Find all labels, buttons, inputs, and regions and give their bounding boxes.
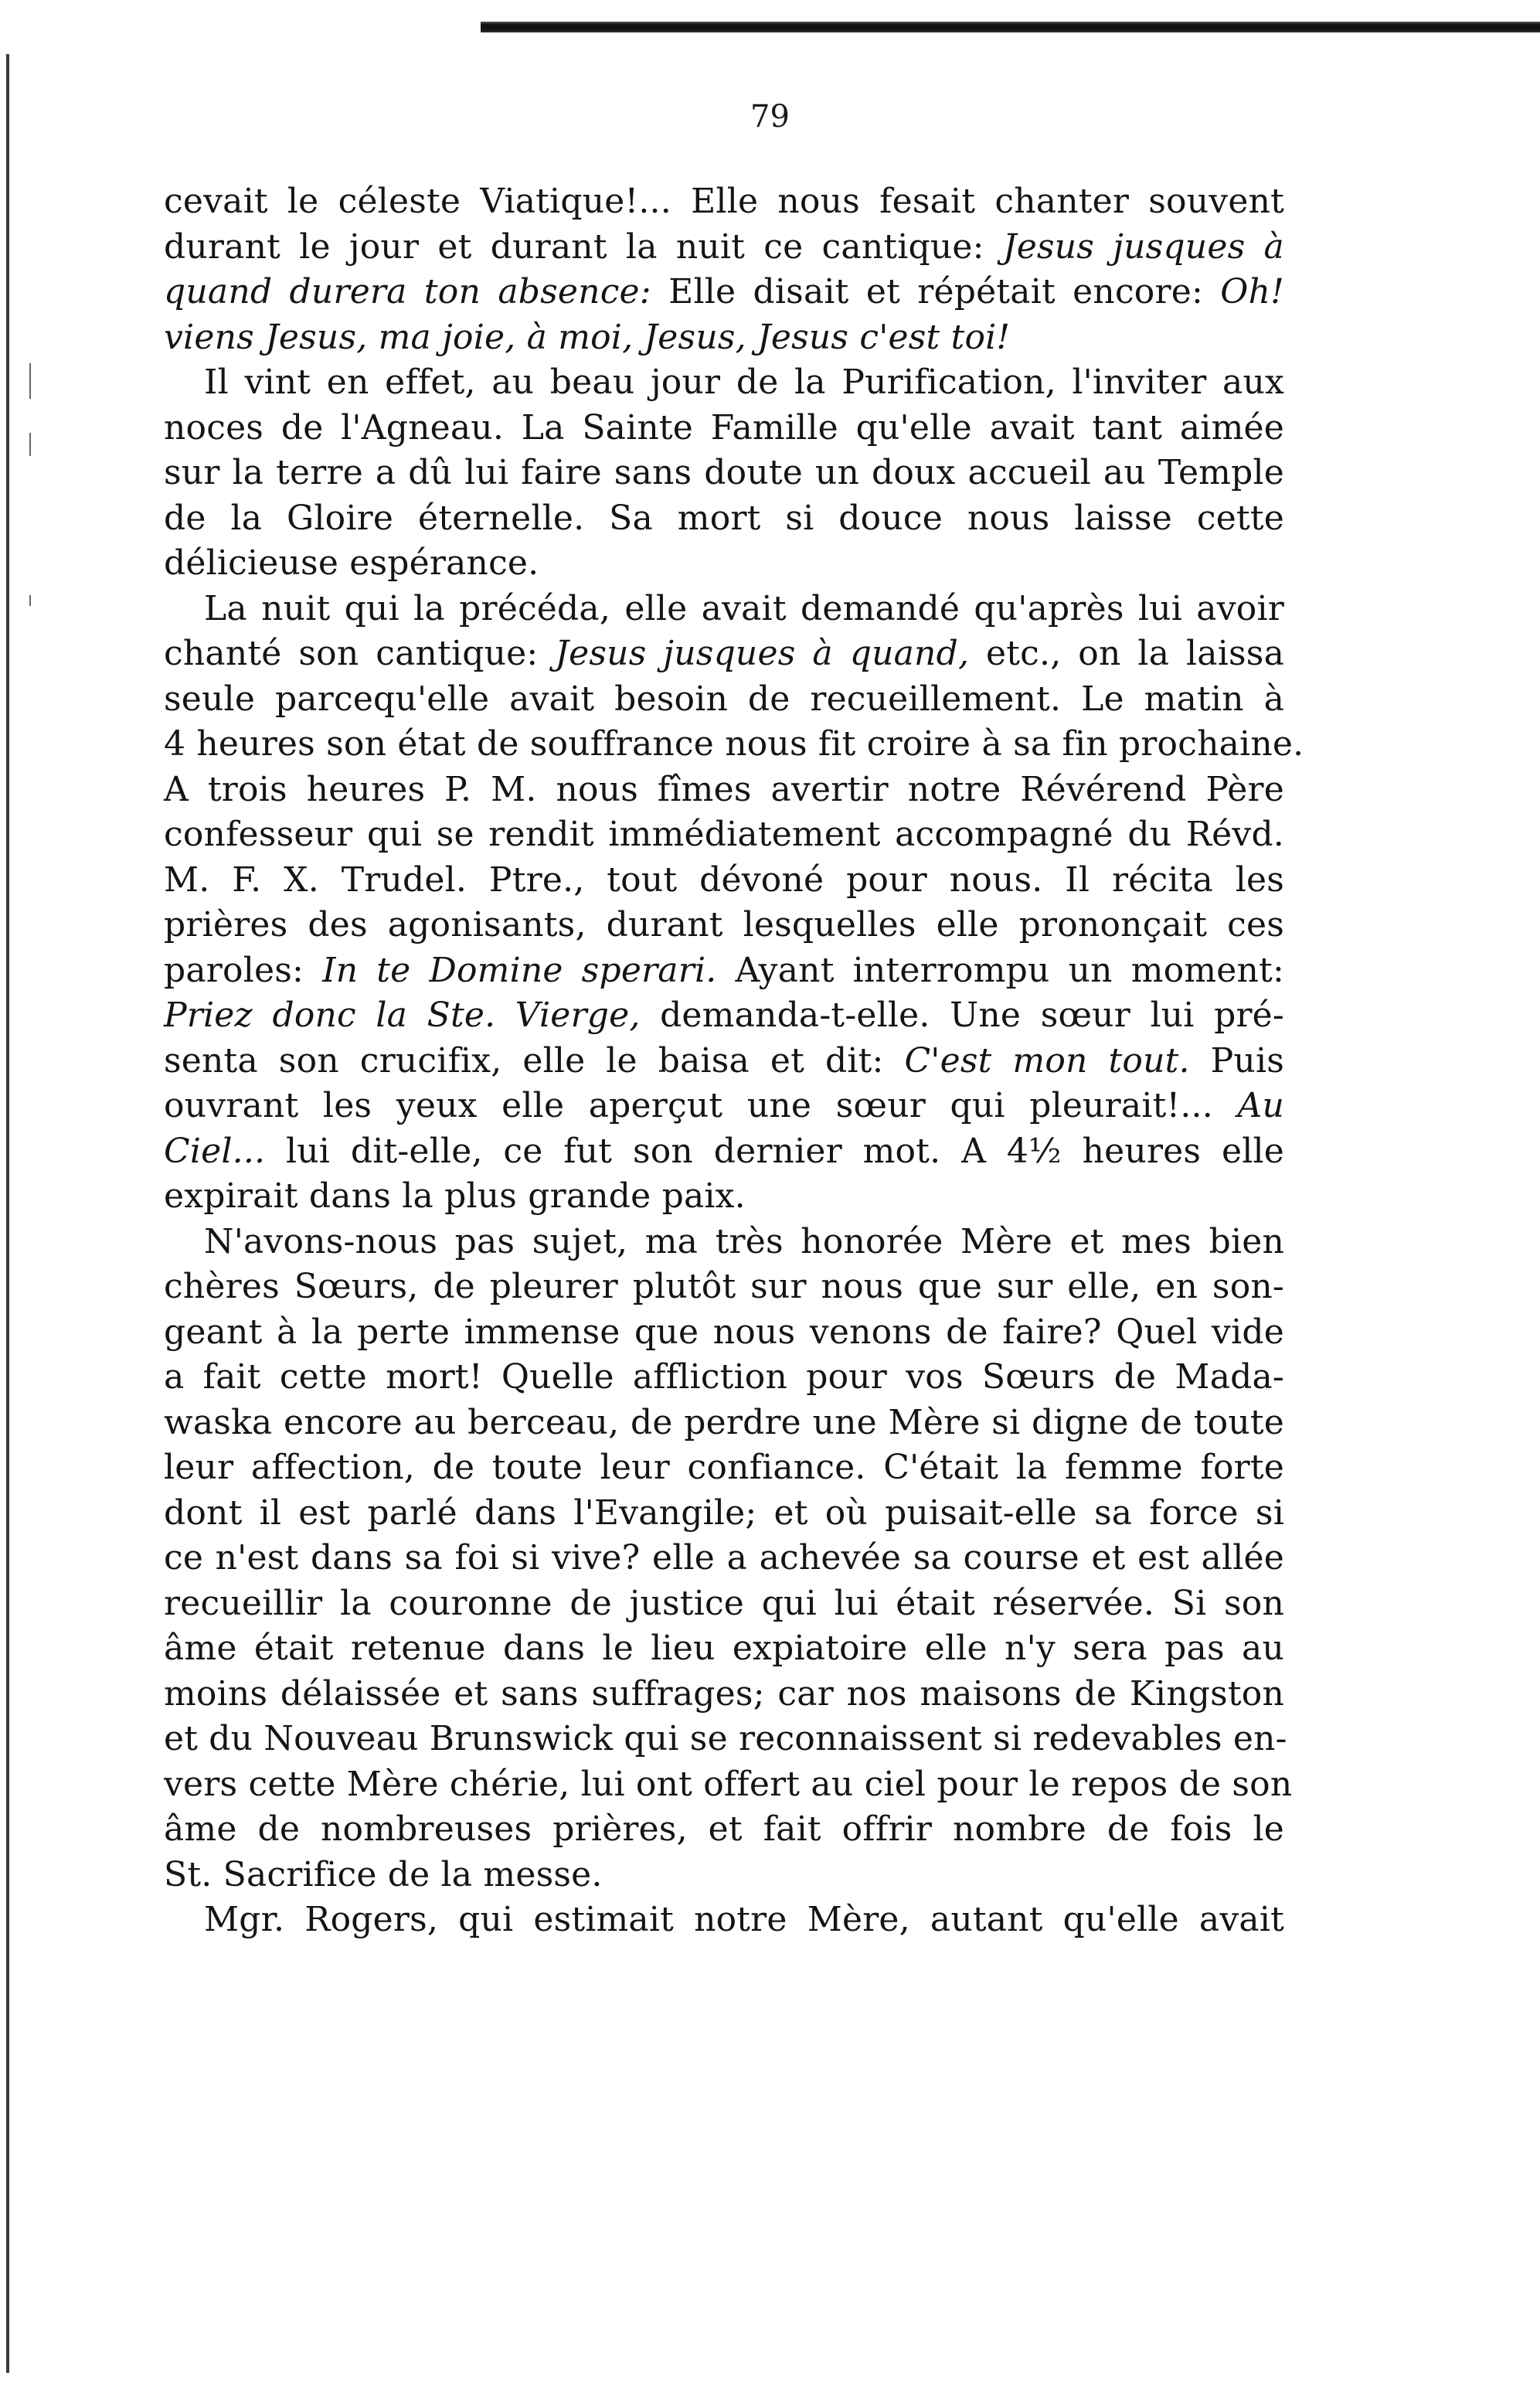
text-line xyxy=(164,496,1284,542)
text-line xyxy=(164,722,1304,768)
text-run: confesseur qui se rendit immédiatement accompagné du Révd. xyxy=(164,815,1284,854)
text-run: paroles: xyxy=(164,950,323,990)
italic-run: Jesus jusques à xyxy=(1002,226,1284,267)
italic-run: C'est mon tout. xyxy=(904,1040,1190,1081)
text-line xyxy=(164,1129,1284,1175)
text-run: ce n'est dans sa foi si vive? elle a achevée sa course et est allée xyxy=(164,1538,1284,1578)
text-run: sur la terre a dû lui faire sans doute un doux accueil au Temple xyxy=(164,453,1284,492)
text-line xyxy=(164,1762,1293,1808)
italic-run: Jesus jusques à quand, xyxy=(555,634,970,673)
text-line xyxy=(164,1672,1284,1717)
italic-run: Ciel... xyxy=(164,1131,266,1171)
text-line xyxy=(164,406,1284,451)
page-number: 79 xyxy=(750,99,790,134)
paragraph xyxy=(164,1898,1284,1943)
text-line xyxy=(164,179,1284,225)
text-run: M. F. X. Trudel. Ptre., tout dévoné pour nous. Il récita les xyxy=(164,859,1284,900)
margin-mark xyxy=(29,363,31,399)
text-run: demanda-t-elle. Une sœur lui pré- xyxy=(640,996,1284,1035)
body-text xyxy=(164,179,1304,1943)
text-run: cevait le céleste Viatique!... Elle nous fesait chanter souvent xyxy=(164,182,1284,221)
text-run: etc., on la laissa xyxy=(969,634,1284,673)
text-line xyxy=(164,1445,1284,1491)
text-run: chères Sœurs, de pleurer plutôt sur nous que sur elle, en son- xyxy=(164,1267,1284,1306)
text-run: N'avons-nous pas sujet, ma très honorée Mère et mes bien xyxy=(204,1221,1284,1261)
text-run: dont il est parlé dans l'Evangile; et où puisait-elle sa force si xyxy=(164,1493,1284,1533)
text-line xyxy=(164,587,1284,632)
text-line xyxy=(164,1084,1284,1129)
text-line xyxy=(164,1264,1284,1310)
text-line xyxy=(164,1807,1284,1853)
text-run: recueillir la couronne de justice qui lui était réservée. Si son xyxy=(164,1583,1284,1623)
text-run: leur affection, de toute leur confiance. C'était la femme forte xyxy=(164,1448,1284,1487)
italic-run: Oh! xyxy=(1220,272,1284,311)
paragraph xyxy=(164,179,1284,360)
text-line xyxy=(164,631,1284,677)
text-run: durant le jour et durant la nuit ce cantique: xyxy=(164,226,1003,267)
text-line xyxy=(164,948,1284,994)
text-run: La nuit qui la précéda, elle avait demandé qu'après lui avoir xyxy=(204,588,1284,628)
text-line xyxy=(164,1717,1287,1762)
text-line xyxy=(164,1853,1284,1898)
top-rule xyxy=(481,22,1540,32)
text-line xyxy=(164,1898,1284,1943)
italic-run: Au xyxy=(1237,1086,1284,1125)
text-line xyxy=(164,1401,1284,1446)
text-run: âme de nombreuses prières, et fait offrir nombre de fois le xyxy=(164,1809,1284,1849)
text-run: Puis xyxy=(1189,1040,1285,1081)
text-run: seule parcequ'elle avait besoin de recueillement. Le matin à xyxy=(164,679,1284,719)
text-run: expirait dans la plus grande paix. xyxy=(164,1176,746,1216)
text-run: Il vint en effet, au beau jour de la Purification, l'inviter aux xyxy=(204,362,1284,402)
text-run: lui dit-elle, ce fut son dernier mot. A 4½ heures elle xyxy=(265,1131,1284,1171)
paragraph xyxy=(164,360,1284,587)
text-line xyxy=(164,768,1284,813)
text-run: prières des agonisants, durant lesquelles elle prononçait ces xyxy=(164,905,1284,945)
italic-run: In te Domine sperari. xyxy=(322,950,717,990)
text-run: ouvrant les yeux elle aperçut une sœur qui pleurait!... xyxy=(164,1086,1238,1125)
text-line xyxy=(164,1039,1284,1084)
text-line xyxy=(164,225,1284,271)
italic-run: viens Jesus, ma joie, à moi, Jesus, Jesus c'est toi! xyxy=(164,317,1011,357)
text-line xyxy=(164,1174,1284,1220)
text-line xyxy=(164,360,1284,406)
text-run: noces de l'Agneau. La Sainte Famille qu'elle avait tant aimée xyxy=(164,407,1284,448)
text-line xyxy=(164,677,1284,723)
text-run: de la Gloire éternelle. Sa mort si douce nous laisse cette xyxy=(164,498,1284,538)
text-line xyxy=(164,1581,1284,1627)
text-run: Ayant interrompu un moment: xyxy=(716,950,1284,990)
text-run: St. Sacrifice de la messe. xyxy=(164,1854,603,1894)
text-run: Mgr. Rogers, qui estimait notre Mère, autant qu'elle avait xyxy=(204,1900,1284,1939)
text-run: vers cette Mère chérie, lui ont offert au ciel pour le repos de son xyxy=(164,1764,1293,1804)
text-run: senta son crucifix, elle le baisa et dit: xyxy=(164,1040,905,1081)
margin-mark xyxy=(29,595,31,606)
italic-run: Priez donc la Ste. Vierge, xyxy=(164,996,641,1035)
text-run: Elle disait et répétait encore: xyxy=(651,272,1221,311)
text-line xyxy=(164,1310,1284,1356)
text-run: waska encore au berceau, de perdre une Mère si digne de toute xyxy=(164,1402,1284,1442)
text-run: a fait cette mort! Quelle affliction pour vos Sœurs de Mada- xyxy=(164,1357,1284,1397)
text-run: et du Nouveau Brunswick qui se reconnaissent si redevables en- xyxy=(164,1719,1287,1758)
text-run: 4 heures son état de souffrance nous fit croire à sa fin prochaine. xyxy=(164,724,1304,764)
text-line xyxy=(164,315,1284,361)
text-line xyxy=(164,858,1284,904)
text-line xyxy=(164,451,1284,496)
text-run: moins délaissée et sans suffrages; car nos maisons de Kingston xyxy=(164,1673,1284,1714)
italic-run: quand durera ton absence: xyxy=(164,272,651,311)
text-line xyxy=(164,541,1284,587)
text-run: A trois heures P. M. nous fîmes avertir notre Révérend Père xyxy=(164,769,1284,809)
text-run: chanté son cantique: xyxy=(164,634,556,673)
text-line xyxy=(164,270,1284,315)
page-edge-shadow xyxy=(6,54,9,2373)
margin-mark xyxy=(29,433,31,456)
text-run: geant à la perte immense que nous venons de faire? Quel vide xyxy=(164,1312,1284,1352)
text-line xyxy=(164,903,1284,948)
text-line xyxy=(164,1491,1284,1537)
text-run: délicieuse espérance. xyxy=(164,543,539,583)
paragraph xyxy=(164,587,1304,1220)
paragraph xyxy=(164,1220,1293,1898)
text-line xyxy=(164,1220,1284,1265)
text-line xyxy=(164,812,1284,858)
text-run: âme était retenue dans le lieu expiatoire elle n'y sera pas au xyxy=(164,1629,1284,1668)
text-line xyxy=(164,1536,1284,1581)
text-line xyxy=(164,1355,1284,1401)
text-line xyxy=(164,993,1284,1039)
text-line xyxy=(164,1626,1284,1672)
